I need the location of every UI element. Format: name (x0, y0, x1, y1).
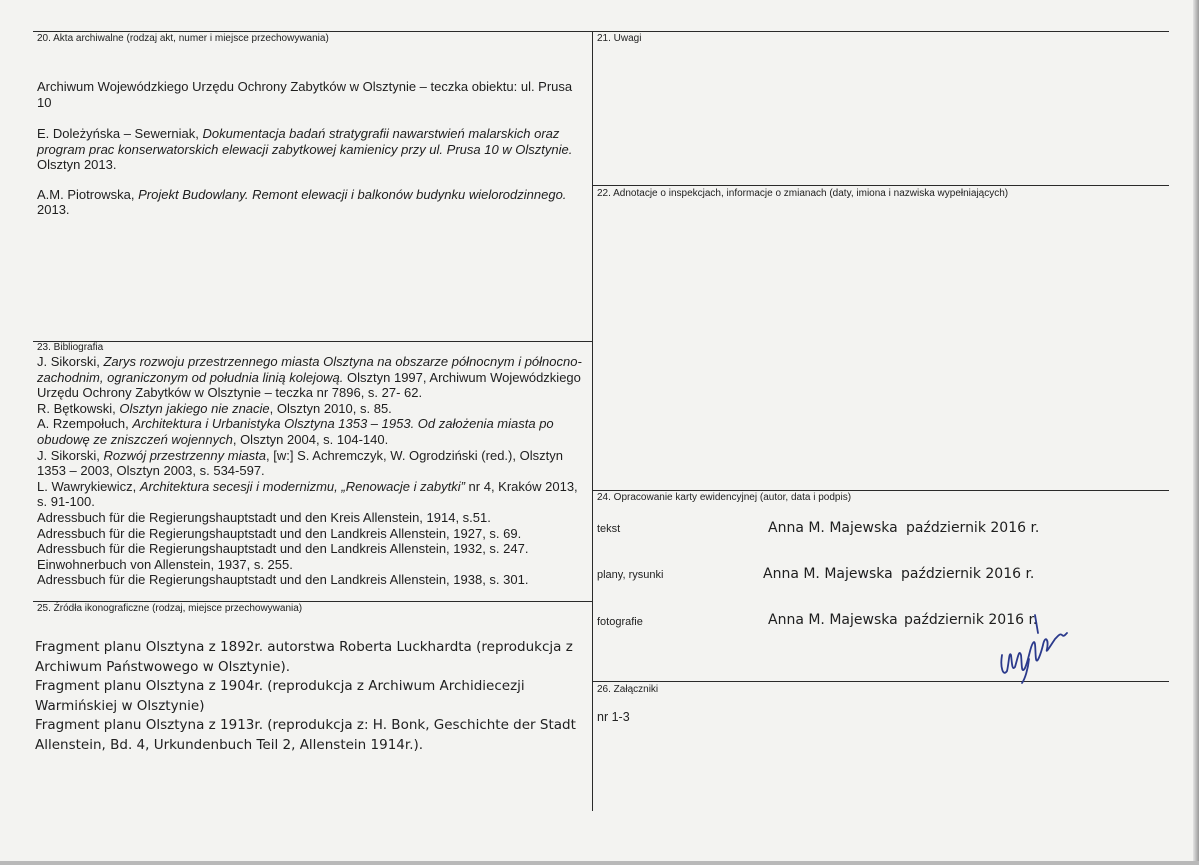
bibliography-entry (37, 557, 587, 573)
column-divider (592, 31, 593, 811)
text-run: , [w:] S. Achremczyk, W. Ogrodziński (red.), Olsztyn 1353 – 2003, Olsztyn 2003, s. 534-597. (37, 447, 563, 479)
rule-22-24 (592, 490, 1169, 491)
rule-20-23 (33, 341, 592, 342)
text-run: Olsztyn 2013. (37, 157, 117, 172)
rule-23-25 (33, 601, 592, 602)
italic-title-run: Dokumentacja badań stratygrafii nawarstwień malarskich oraz program prac konserwatorskich elewacji zabytkowej kamienicy przy ul. Prusa 10 w Olsztynie. (37, 126, 573, 157)
bibliography-entry (37, 401, 587, 417)
italic-title-run: Zarys rozwoju przestrzennego miasta Olsztyna na obszarze północnym i północno-zachodnim, ograniczonym od południa linią kolejową. (37, 354, 582, 385)
italic-title-run: Olsztyn jakiego nie znacie (119, 400, 270, 416)
bibliography-entry (37, 448, 587, 479)
italic-title-run: Rozwój przestrzenny miasta (103, 447, 267, 463)
bibliography-entry (37, 354, 587, 401)
bibliography-entry (37, 541, 587, 557)
date-plans: październik 2016 r. (901, 566, 1035, 582)
text-run: Olsztyn 1997, Archiwum Wojewódzkiego Urzędu Ochrony Zabytków w Olsztynie – teczka nr 7896, s. 27- 62. (37, 369, 581, 401)
bibliography-entry (37, 479, 587, 510)
archive-entry (37, 126, 587, 173)
bibliography-entry (37, 572, 587, 588)
author-text: Anna M. Majewska (768, 520, 898, 536)
top-rule (33, 31, 1169, 32)
date-text: październik 2016 r. (906, 520, 1040, 536)
section-22-label: 22. Adnotacje o inspekcjach, informacje o zmianach (daty, imiona i nazwiska wypełniających) (597, 188, 1009, 199)
italic-title-run: Architektura i Urbanistyka Olsztyna 1353 – 1953. Od założenia miasta po obudowę ze zniszczeń wojennych (37, 416, 554, 447)
section-23-content (37, 354, 587, 588)
category-plans: plany, rysunki (597, 569, 664, 581)
text-run: Einwohnerbuch von Allenstein, 1937, s. 255. (37, 556, 293, 572)
text-run: Adressbuch für die Regierungshauptstadt und den Landkreis Allenstein, 1938, s. 301. (37, 572, 529, 588)
text-run: Adressbuch für die Regierungshauptstadt und den Landkreis Allenstein, 1932, s. 247. (37, 541, 529, 557)
category-photos: fotografie (597, 616, 643, 628)
text-run: Fragment planu Olsztyna z 1904r. (reprodukcja z Archiwum Archidiecezji Warmińskiej w Olsztynie) (35, 678, 525, 714)
rule-21-22 (592, 185, 1169, 186)
text-run: A.M. Piotrowska, (37, 186, 139, 202)
bibliography-entry (37, 510, 587, 526)
iconographic-entry (35, 677, 590, 716)
archive-entry (37, 79, 587, 110)
attachments-value: nr 1-3 (597, 710, 630, 724)
text-run: A. Rzempołuch, (37, 416, 133, 432)
text-run: 2013. (37, 202, 70, 217)
section-25-content (35, 638, 590, 755)
text-run: L. Wawrykiewicz, (37, 478, 140, 494)
iconographic-entry (35, 638, 590, 677)
iconographic-entry (35, 716, 590, 755)
text-run: E. Doleżyńska – Sewerniak, (37, 126, 203, 141)
bibliography-entry (37, 416, 587, 447)
section-26-label: 26. Załączniki (597, 684, 659, 695)
rule-24-26 (592, 681, 1169, 682)
text-run: Fragment planu Olsztyna z 1913r. (reprodukcja z: H. Bonk, Geschichte der Stadt Allenstein, Bd. 4, Urkundenbuch Teil 2, Allenstein 1914r.). (35, 717, 576, 753)
section-23-label: 23. Bibliografia (37, 342, 104, 353)
author-plans: Anna M. Majewska (763, 566, 893, 582)
archive-entry (37, 187, 587, 218)
italic-title-run: Architektura secesji i modernizmu, „Renowacje i zabytki” (139, 478, 465, 494)
text-run: , Olsztyn 2010, s. 85. (269, 400, 392, 416)
scan-edge-right (1193, 0, 1199, 865)
text-run: J. Sikorski, (37, 354, 104, 369)
bibliography-entry (37, 526, 587, 542)
text-run: Adressbuch für die Regierungshauptstadt und den Landkreis Allenstein, 1927, s. 69. (37, 525, 522, 541)
date-photos: październik 2016 r. (904, 612, 1038, 628)
section-20-label: 20. Akta archiwalne (rodzaj akt, numer i miejsce przechowywania) (37, 33, 329, 44)
text-run: J. Sikorski, (37, 447, 104, 463)
text-run: R. Bętkowski, (37, 400, 120, 416)
section-25-label: 25. Źródła ikonograficzne (rodzaj, miejsce przechowywania) (37, 603, 303, 614)
handwritten-signature (995, 605, 1075, 685)
section-21-label: 21. Uwagi (597, 33, 642, 44)
category-text: tekst (597, 523, 621, 535)
section-24-label: 24. Opracowanie karty ewidencyjnej (autor, data i podpis) (597, 492, 852, 503)
scan-edge-bottom (0, 861, 1199, 865)
italic-title-run: Projekt Budowlany. Remont elewacji i balkonów budynku wielorodzinnego. (138, 186, 567, 202)
text-run: Fragment planu Olsztyna z 1892r. autorstwa Roberta Luckhardta (reprodukcja z Archiwum Państwowego w Olsztynie). (35, 639, 573, 675)
text-run: nr 4, Kraków 2013, s. 91-100. (37, 478, 578, 510)
text-run: Adressbuch für die Regierungshauptstadt und den Kreis Allenstein, 1914, s.51. (37, 509, 491, 525)
text-run: , Olsztyn 2004, s. 104-140. (232, 431, 389, 447)
text-run: Archiwum Wojewódzkiego Urzędu Ochrony Zabytków w Olsztynie – teczka obiektu: ul. Prusa 10 (37, 79, 573, 110)
section-20-content (37, 79, 587, 218)
author-photos: Anna M. Majewska (768, 612, 898, 628)
